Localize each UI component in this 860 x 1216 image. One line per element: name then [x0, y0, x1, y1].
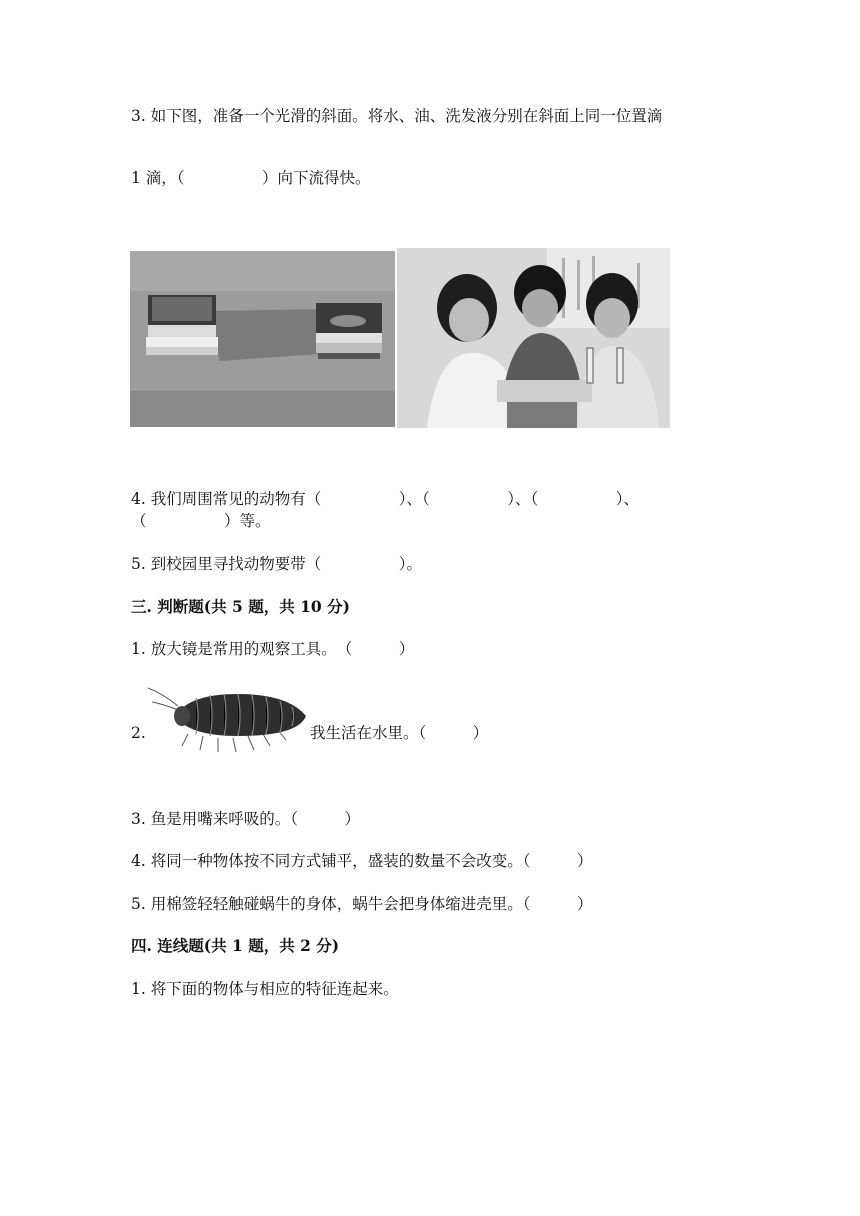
judge-item-1: 1. 放大镜是常用的观察工具。 （ ）	[131, 640, 415, 658]
pill-bug-image	[148, 686, 310, 758]
judge-item-2-text: 我生活在水里。（ ）	[310, 724, 489, 742]
children-experiment-photo	[397, 248, 670, 428]
slope-books-photo	[130, 251, 395, 427]
left-book-stack	[146, 295, 218, 355]
judge-item-2-number: 2.	[131, 724, 146, 742]
section-4-heading: 四. 连线题(共 1 题，共 2 分)	[131, 936, 340, 955]
judge-item-4: 4. 将同一种物体按不同方式铺平，盛装的数量不会改变。（ ）	[131, 852, 593, 870]
section-3-heading: 三. 判断题(共 5 题，共 10 分)	[131, 597, 350, 616]
q4-text-line2: （ ）等。	[131, 512, 271, 530]
q3-text-line2: 1 滴，（ ）向下流得快。	[131, 169, 371, 187]
q5-text: 5. 到校园里寻找动物要带（ ）。	[131, 555, 422, 573]
q3-text-line1: 3. 如下图，准备一个光滑的斜面。将水、油、洗发液分别在斜面上同一位置滴	[131, 107, 663, 125]
q4-text-line1: 4. 我们周围常见的动物有（ ）、（ ）、（ ）、	[131, 490, 639, 508]
right-book-stack	[316, 303, 382, 359]
matching-item-1: 1. 将下面的物体与相应的特征连起来。	[131, 980, 399, 998]
judge-item-5: 5. 用棉签轻轻触碰蜗牛的身体，蜗牛会把身体缩进壳里。（ ）	[131, 895, 593, 913]
judge-item-3: 3. 鱼是用嘴来呼吸的。（ ）	[131, 810, 360, 828]
